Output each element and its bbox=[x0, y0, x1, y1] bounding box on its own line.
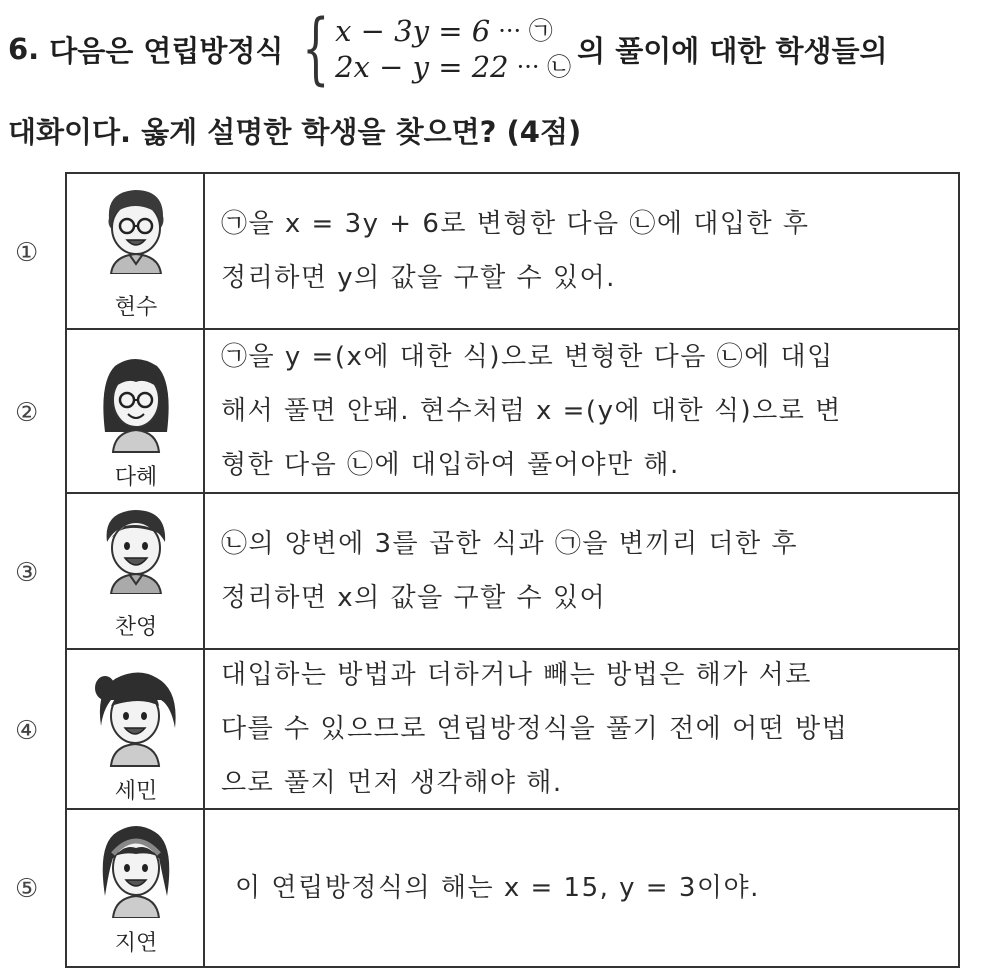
speech-line: ㉠을 x = 3y + 6로 변형한 다음 ㉡에 대입한 후 bbox=[221, 209, 810, 239]
equation-system bbox=[291, 4, 572, 94]
option-row-4[interactable] bbox=[15, 650, 958, 810]
equations bbox=[335, 13, 571, 85]
option-marker-4: ④ bbox=[15, 716, 39, 746]
student-name: 다혜 bbox=[114, 465, 158, 490]
girl-glasses-avatar-icon bbox=[95, 350, 177, 454]
question-lead: 다음은 연립방정식 bbox=[49, 33, 284, 68]
speech-line: 다를 수 있으므로 연립방정식을 풀기 전에 어떤 방법 bbox=[221, 714, 849, 744]
student-cell bbox=[67, 494, 205, 648]
question-line-1 bbox=[8, 4, 888, 94]
student-cell bbox=[67, 650, 205, 808]
equation-2 bbox=[335, 49, 571, 85]
student-name: 찬영 bbox=[114, 615, 158, 640]
student-name: 세민 bbox=[114, 779, 158, 804]
equation-2-text: 2x − y = 22 bbox=[335, 50, 509, 84]
equation-2-tag: ··· ㉡ bbox=[516, 53, 572, 81]
speech-line: ㉠을 y =(x에 대한 식)으로 변형한 다음 ㉡에 대입 bbox=[221, 342, 834, 372]
speech-line: 이 연립방정식의 해는 x = 15, y = 3이야. bbox=[235, 873, 760, 903]
speech-text bbox=[205, 174, 958, 328]
question-number: 6. bbox=[8, 32, 40, 66]
brace-icon: { bbox=[302, 4, 330, 94]
speech-line: ㉡의 양변에 3를 곱한 식과 ㉠을 변끼리 더한 후 bbox=[221, 529, 799, 559]
option-marker-1: ① bbox=[15, 238, 39, 268]
speech-text bbox=[205, 330, 958, 492]
boy-glasses-avatar-icon bbox=[95, 184, 177, 274]
speech-line: 정리하면 x의 값을 구할 수 있어 bbox=[221, 583, 607, 613]
student-cell bbox=[67, 330, 205, 492]
speech-line: 으로 풀지 먼저 생각해야 해. bbox=[221, 768, 563, 798]
option-row-5[interactable] bbox=[15, 810, 958, 966]
option-marker-2: ② bbox=[15, 398, 39, 428]
option-row-3[interactable] bbox=[15, 494, 958, 650]
speech-line: 형한 다음 ㉡에 대입하여 풀어야만 해. bbox=[221, 450, 680, 480]
option-marker-5: ⑤ bbox=[15, 874, 39, 904]
option-row-1[interactable] bbox=[15, 174, 958, 330]
equation-1-tag: ··· ㉠ bbox=[498, 17, 553, 45]
speech-line: 해서 풀면 안돼. 현수처럼 x =(y에 대한 식)으로 변 bbox=[221, 396, 842, 426]
equation-1-text: x − 3y = 6 bbox=[335, 14, 491, 48]
student-cell bbox=[67, 810, 205, 966]
speech-text bbox=[205, 494, 958, 648]
girl-headband-avatar-icon bbox=[95, 818, 177, 918]
equation-1 bbox=[335, 13, 571, 49]
speech-line: 대입하는 방법과 더하거나 빼는 방법은 해가 서로 bbox=[221, 660, 812, 690]
option-marker-3: ③ bbox=[15, 558, 39, 588]
student-cell bbox=[67, 174, 205, 328]
speech-line: 정리하면 y의 값을 구할 수 있어. bbox=[221, 263, 616, 293]
student-name: 현수 bbox=[114, 295, 158, 320]
speech-text bbox=[205, 810, 958, 966]
girl-ponytail-avatar-icon bbox=[91, 664, 181, 768]
dialogue-table bbox=[15, 172, 960, 968]
speech-text bbox=[205, 650, 958, 808]
boy-avatar-icon bbox=[95, 504, 177, 594]
question-line-2: 대화이다. 옳게 설명한 학생을 찾으면? (4점) bbox=[8, 115, 582, 149]
option-row-2[interactable] bbox=[15, 330, 958, 494]
student-name: 지연 bbox=[114, 931, 158, 956]
question-tail: 의 풀이에 대한 학생들의 bbox=[577, 33, 888, 68]
